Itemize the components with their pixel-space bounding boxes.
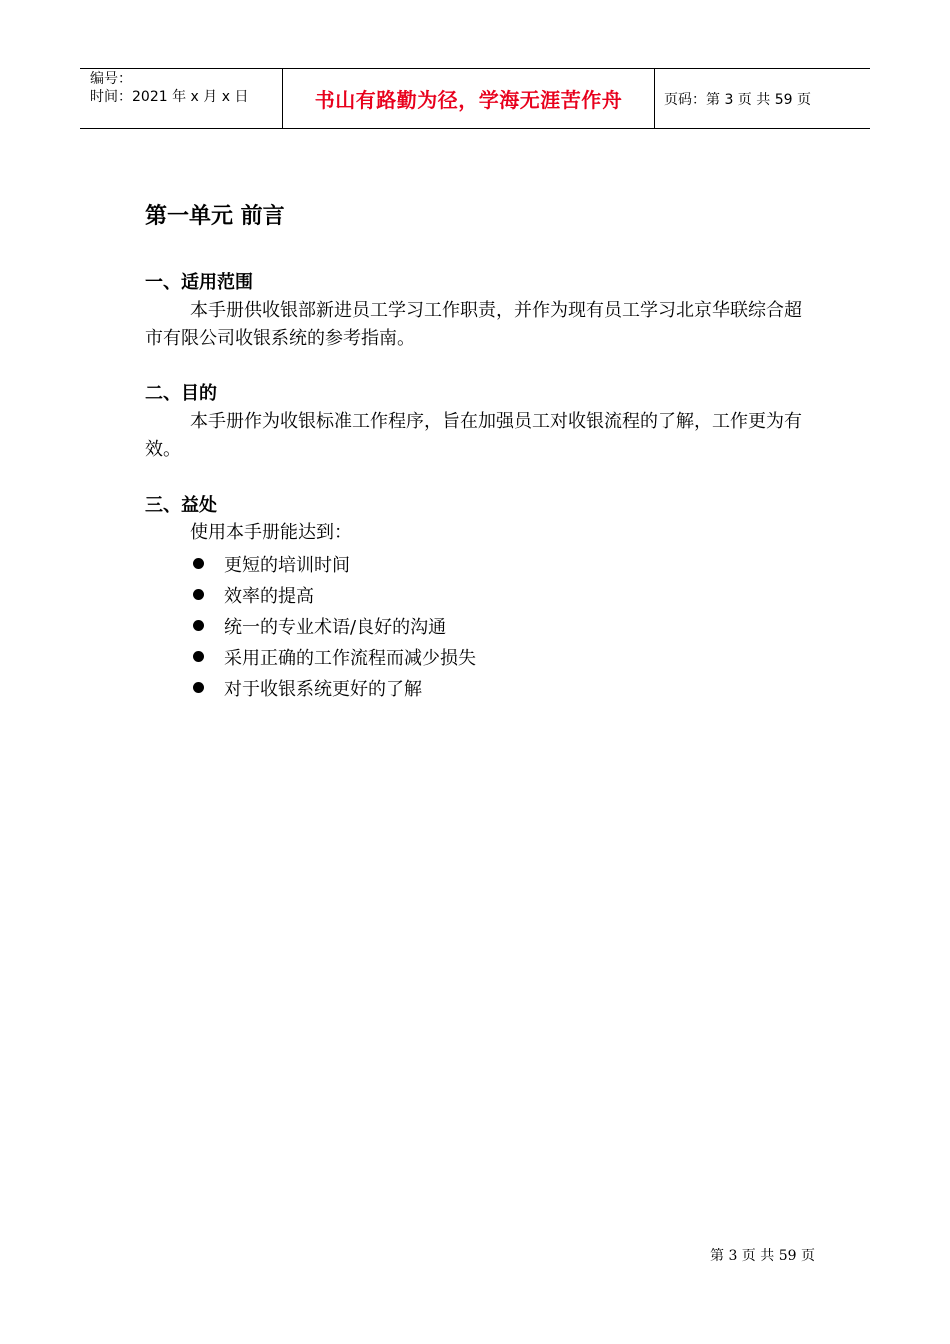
date-label: 时间：2021 年 x 月 x 日 bbox=[90, 89, 249, 105]
list-item bbox=[190, 579, 476, 610]
section-text-scope: 本手册供收银部新进员工学习工作职责，并作为现有员工学习北京华联综合超市有限公司收银系统的参考指南。 bbox=[145, 300, 802, 349]
serial-number-label: 编号： bbox=[90, 71, 132, 87]
list-item bbox=[190, 610, 476, 641]
bullet-dot-icon bbox=[193, 620, 204, 631]
section-title-purpose: 二、目的 bbox=[145, 383, 217, 404]
header-page-number: 页码：第 3 页 共 59 页 bbox=[664, 91, 811, 108]
list-item-text: 统一的专业术语/良好的沟通 bbox=[224, 616, 447, 638]
benefits-list bbox=[190, 548, 476, 703]
unit-title: 第一单元 前言 bbox=[145, 204, 285, 229]
list-item bbox=[190, 672, 476, 703]
page-header bbox=[80, 68, 870, 129]
bullet-dot-icon bbox=[193, 589, 204, 600]
section-title-benefits: 三、益处 bbox=[145, 495, 217, 516]
bullet-dot-icon bbox=[193, 558, 204, 569]
section-text-purpose: 本手册作为收银标准工作程序，旨在加强员工对收银流程的了解，工作更为有效。 bbox=[145, 411, 802, 460]
header-info-cell bbox=[80, 69, 282, 128]
section-title-scope: 一、适用范围 bbox=[145, 272, 253, 293]
list-item-text: 效率的提高 bbox=[224, 585, 314, 607]
list-item bbox=[190, 548, 476, 579]
page-footer: 第 3 页 共 59 页 bbox=[710, 1248, 815, 1264]
list-item-text: 对于收银系统更好的了解 bbox=[224, 678, 422, 700]
bullet-dot-icon bbox=[193, 682, 204, 693]
list-item-text: 更短的培训时间 bbox=[224, 554, 350, 576]
list-item bbox=[190, 641, 476, 672]
bullet-dot-icon bbox=[193, 651, 204, 662]
list-item-text: 采用正确的工作流程而减少损失 bbox=[224, 647, 476, 669]
header-motto: 书山有路勤为径，学海无涯苦作舟 bbox=[282, 69, 655, 128]
benefits-intro: 使用本手册能达到： bbox=[190, 522, 352, 543]
